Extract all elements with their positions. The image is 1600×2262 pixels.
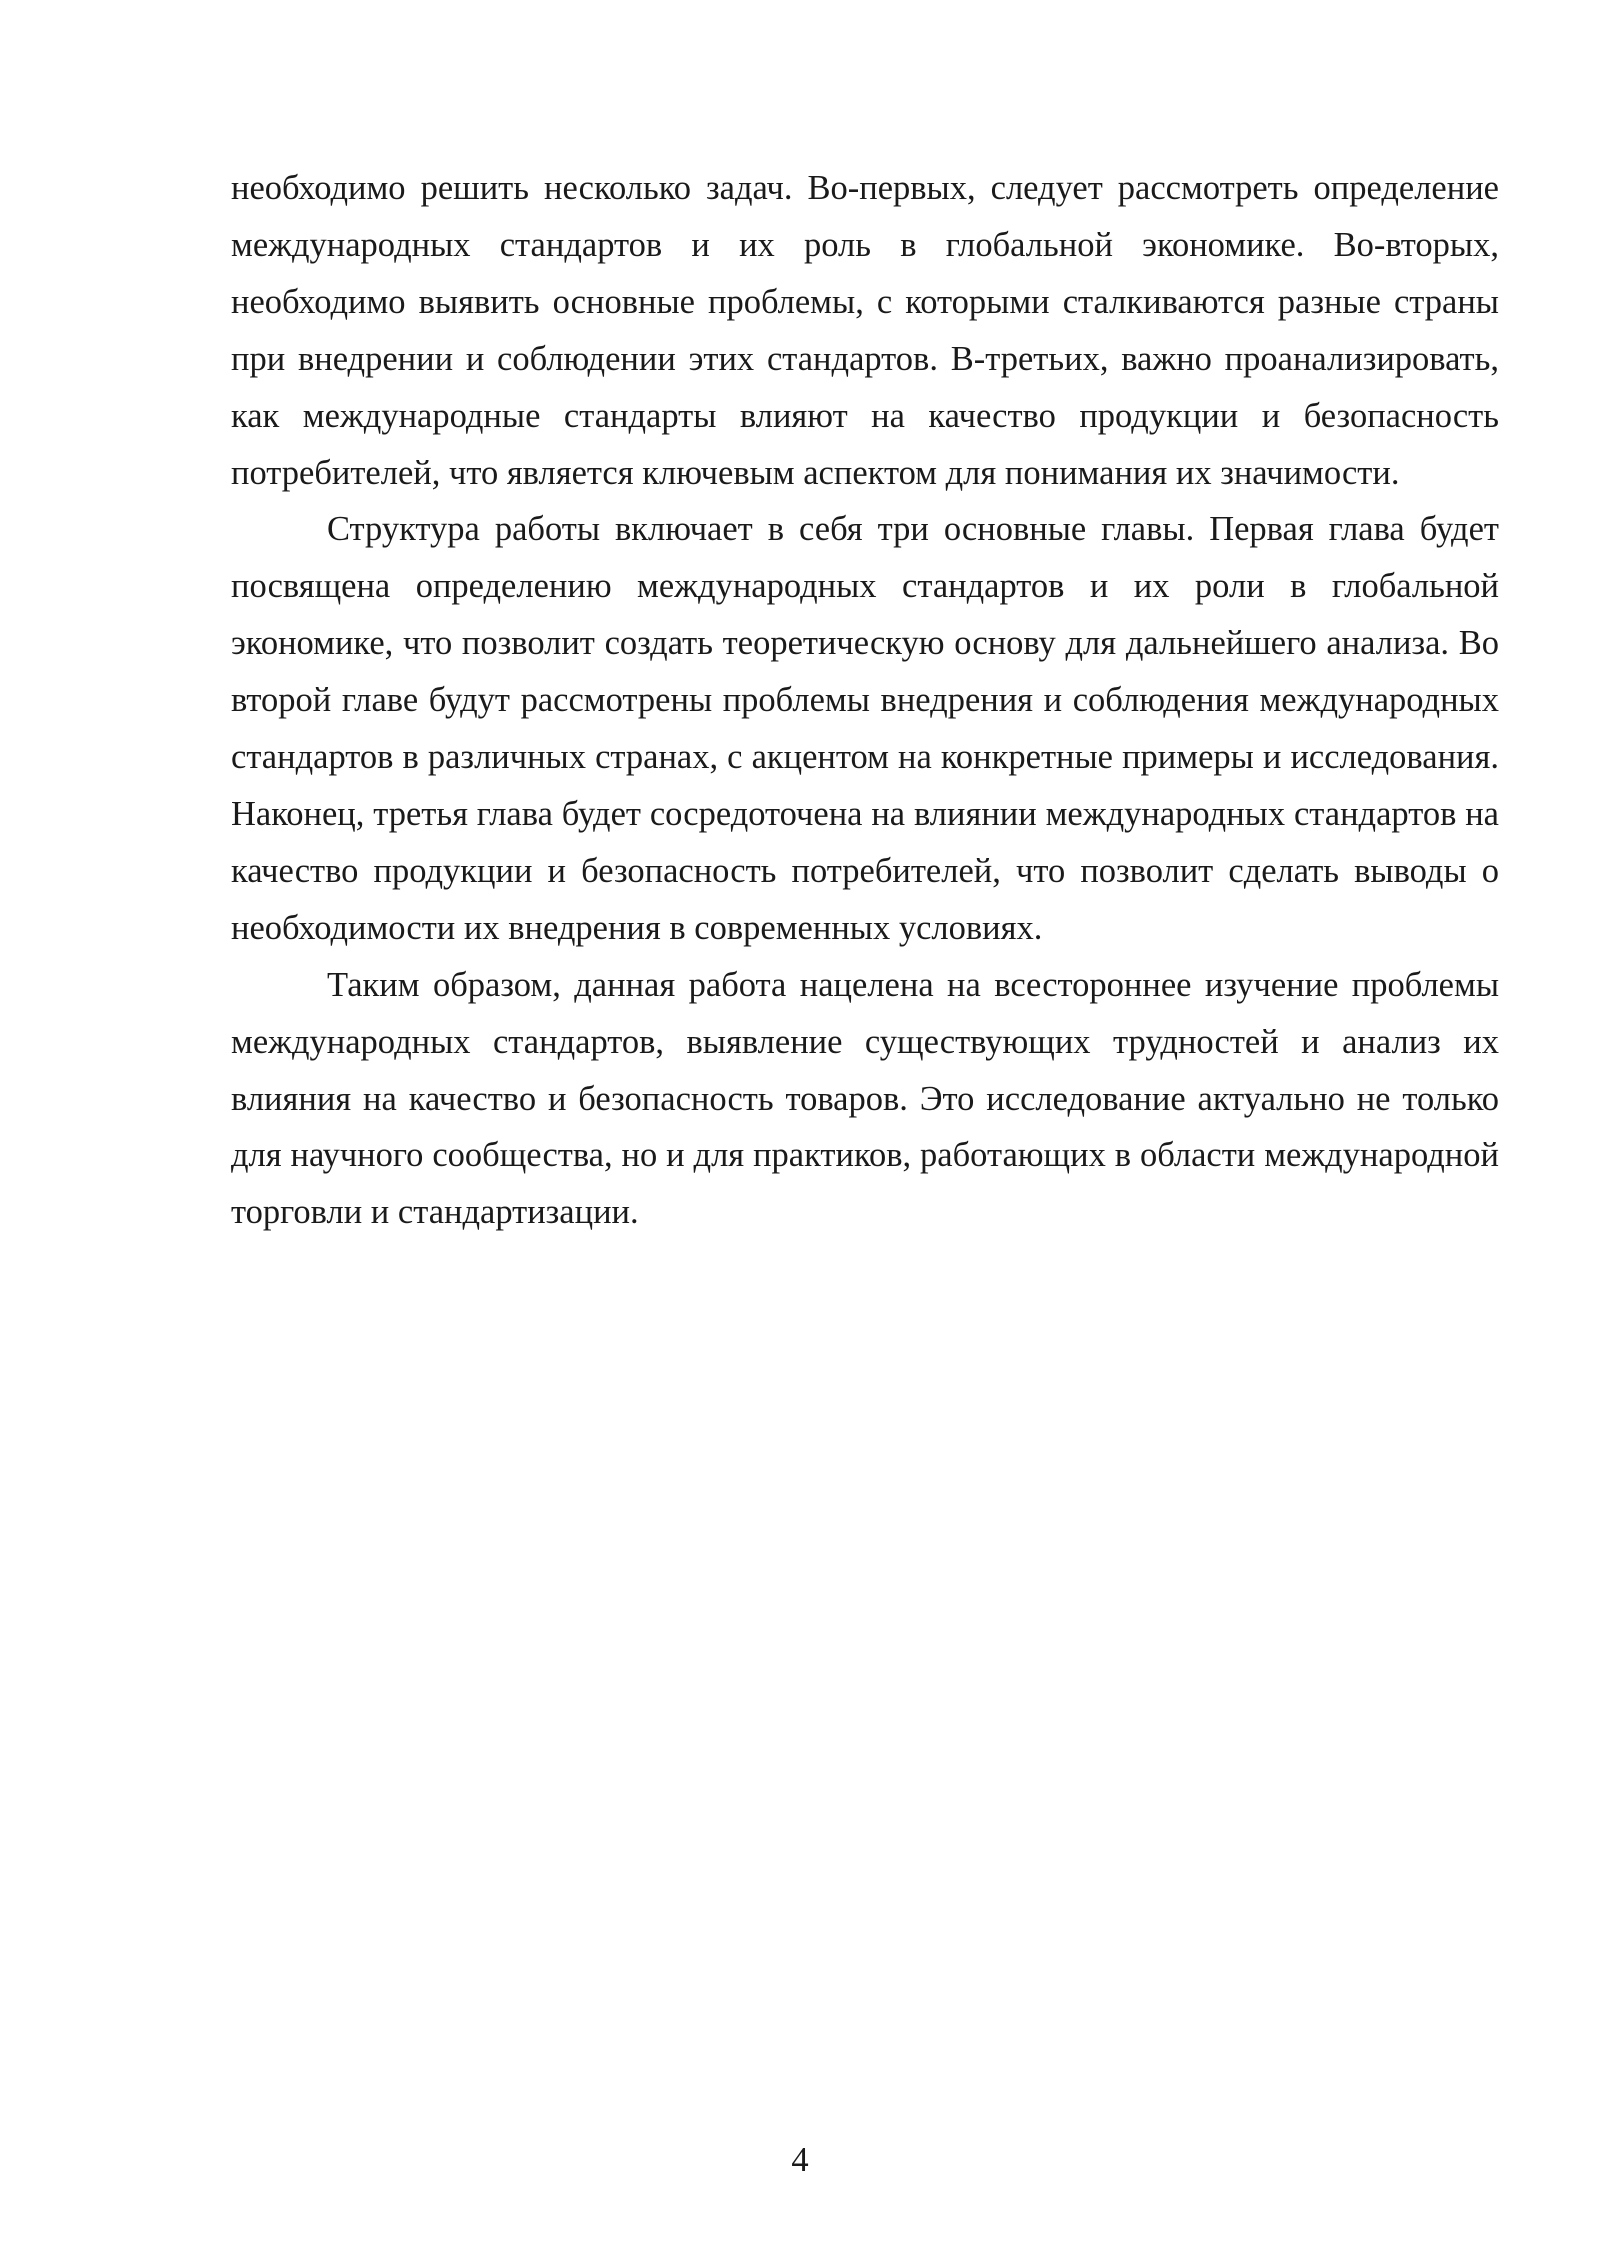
paragraph-structure: Структура работы включает в себя три основные главы. Первая глава будет посвящена определению международных стандартов и их роли в глобальной экономике, что позволит создать теоретическую основу для дальнейшего анализа. Во второй главе будут рассмотрены проблемы внедрения и соблюдения международных стандартов в различных странах, с акцентом на конкретные примеры и исследования. Наконец, третья глава будет сосредоточена на влиянии международных стандартов на качество продукции и безопасность потребителей, что позволит сделать выводы о необходимости их внедрения в современных условиях. [231, 510, 1499, 947]
paragraph-tasks: необходимо решить несколько задач. Во-первых, следует рассмотреть определение международных стандартов и их роль в глобальной экономике. Во-вторых, необходимо выявить основные проблемы, с которыми сталкиваются разные страны при внедрении и соблюдении этих стандартов. В-третьих, важно проанализировать, как международные стандарты влияют на качество продукции и безопасность потребителей, что является ключевым аспектом для понимания их значимости. [231, 169, 1499, 492]
paragraph-conclusion: Таким образом, данная работа нацелена на всестороннее изучение проблемы международных стандартов, выявление существующих трудностей и анализ их влияния на качество и безопасность товаров. Это исследование актуально не только для научного сообщества, но и для практиков, работающих в области международной торговли и стандартизации. [231, 965, 1499, 1232]
page-number: 4 [791, 2141, 809, 2179]
document-body [231, 160, 1499, 1241]
